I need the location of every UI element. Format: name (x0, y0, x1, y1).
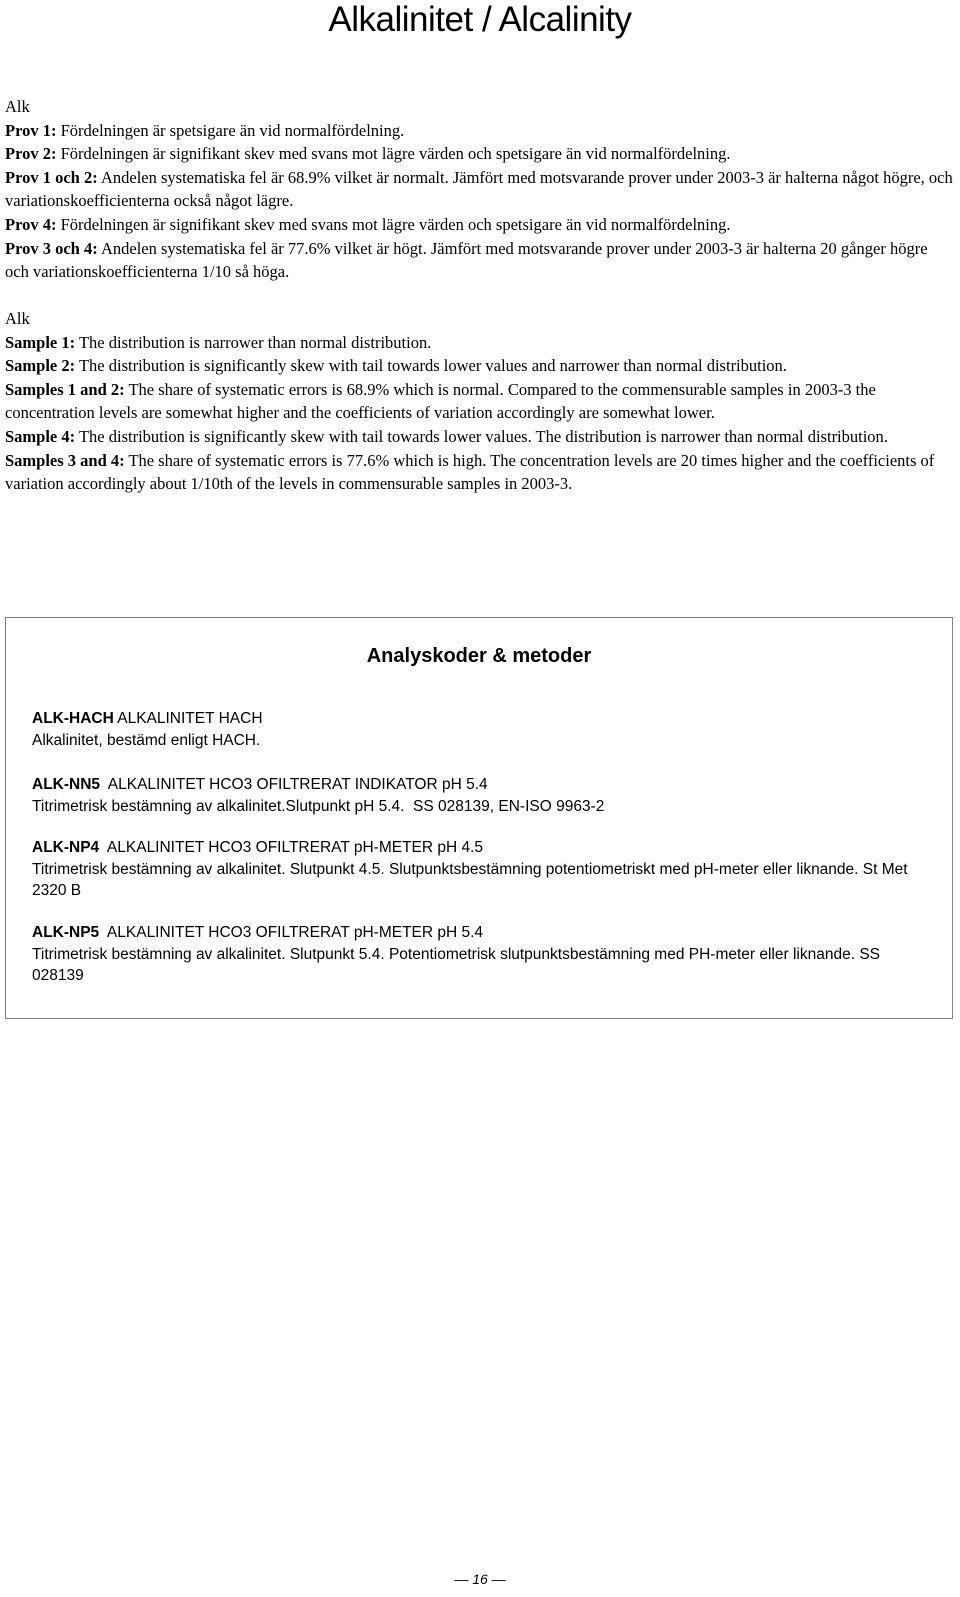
method-header (32, 837, 932, 859)
line-text: Fördelningen är signifikant skev med svans mot lägre värden och spetsigare än vid normalfördelning. (56, 214, 731, 234)
line-label: Prov 2: (5, 144, 57, 164)
line-text: The distribution is significantly skew with tail towards lower values and narrower than normal distribution. (75, 356, 787, 376)
page-title: Alkalinitet / Alcalinity (328, 0, 632, 39)
line-text: Fördelningen är spetsigare än vid normalfördelning. (56, 120, 405, 140)
swedish-line (5, 142, 955, 166)
method-code: ALK-NP5 (32, 924, 100, 941)
method-header (32, 708, 932, 730)
swedish-commentary (5, 95, 955, 284)
line-label: Prov 4: (5, 214, 57, 234)
method-description: Titrimetrisk bestämning av alkalinitet.Slutpunkt pH 5.4. SS 028139, EN-ISO 9963-2 (32, 797, 605, 815)
method-description: Alkalinitet, bestämd enligt HACH. (32, 731, 261, 749)
method-header (32, 774, 932, 796)
line-label: Prov 1: (5, 120, 57, 140)
method-name: ALKALINITET HCO3 OFILTRERAT pH-METER pH 4.5 (99, 839, 484, 856)
method-name: ALKALINITET HCO3 OFILTRERAT pH-METER pH 5.4 (99, 924, 484, 941)
line-label: Sample 2: (5, 356, 76, 376)
method-entry (32, 774, 932, 817)
method-name: ALKALINITET HACH (113, 710, 263, 727)
line-label: Samples 1 and 2: (5, 379, 125, 399)
method-header (32, 922, 932, 944)
method-code: ALK-HACH (32, 710, 114, 727)
swedish-line (5, 213, 955, 237)
swedish-line (5, 166, 955, 213)
line-text: Andelen systematiska fel är 77.6% vilket är högt. Jämfört med motsvarande prover under 2003-3 är halterna 20 gånger högre och variationskoefficienterna 1/10 så höga. (5, 238, 928, 282)
swedish-line (5, 237, 955, 284)
swedish-heading: Alk (5, 97, 30, 116)
swedish-line (5, 119, 955, 143)
line-text: The share of systematic errors is 68.9% which is normal. Compared to the commensurable samples in 2003-3 the concentration levels are somewhat higher and the coefficients of variation accordingly are somewhat lower. (5, 379, 876, 423)
line-label: Sample 1: (5, 332, 76, 352)
line-label: Prov 3 och 4: (5, 238, 98, 258)
methods-title: Analyskoder & metoder (366, 645, 592, 667)
line-text: Andelen systematiska fel är 68.9% vilket är normalt. Jämfört med motsvarande prover under 2003-3 är halterna något högre, och variationskoefficienterna också något lägre. (5, 167, 953, 211)
method-name: ALKALINITET HCO3 OFILTRERAT INDIKATOR pH 5.4 (100, 776, 488, 793)
method-description: Titrimetrisk bestämning av alkalinitet. Slutpunkt 5.4. Potentiometrisk slutpunktsbestämning med PH-meter eller liknande. SS 028139 (32, 945, 880, 984)
line-label: Prov 1 och 2: (5, 167, 98, 187)
method-entry (32, 837, 932, 902)
line-text: The share of systematic errors is 77.6% which is high. The concentration levels are 20 times higher and the coefficients of variation accordingly about 1/10th of the levels in commensurable samples in 2003-3. (5, 450, 935, 494)
methods-box (5, 617, 953, 1019)
method-entry (32, 922, 932, 987)
english-line (5, 449, 955, 496)
method-code: ALK-NN5 (32, 776, 101, 793)
line-label: Samples 3 and 4: (5, 450, 125, 470)
method-description: Titrimetrisk bestämning av alkalinitet. Slutpunkt 4.5. Slutpunktsbestämning potentiometriskt med pH-meter eller liknande. St Met 2320 B (32, 860, 908, 899)
line-text: Fördelningen är signifikant skev med svans mot lägre värden och spetsigare än vid normalfördelning. (56, 144, 731, 164)
english-line (5, 354, 955, 378)
method-code: ALK-NP4 (32, 839, 100, 856)
english-line (5, 331, 955, 355)
line-label: Sample 4: (5, 426, 76, 446)
english-commentary (5, 307, 955, 496)
english-heading: Alk (5, 309, 30, 328)
english-line (5, 425, 955, 449)
english-line (5, 378, 955, 425)
page-number: — 16 — (454, 1571, 506, 1587)
line-text: The distribution is significantly skew with tail towards lower values. The distribution is narrower than normal distribution. (75, 426, 888, 446)
line-text: The distribution is narrower than normal distribution. (75, 332, 432, 352)
method-entry (32, 708, 932, 751)
